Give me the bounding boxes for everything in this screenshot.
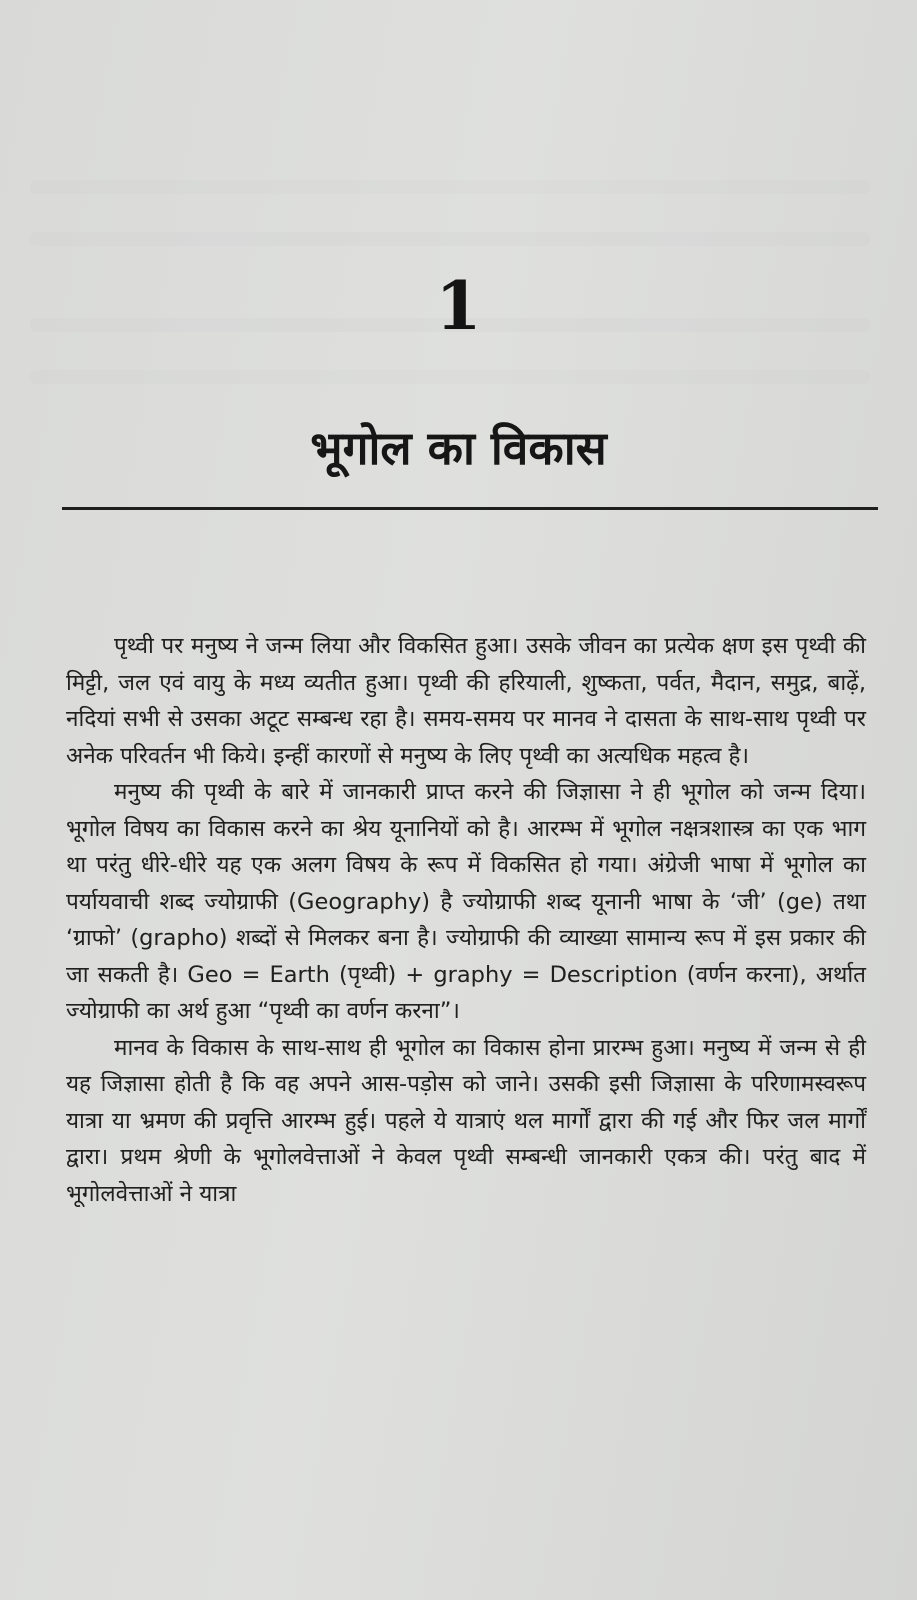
- chapter-title: भूगोल का विकास: [310, 421, 607, 475]
- show-through-text: [30, 232, 870, 246]
- show-through-text: [30, 180, 870, 194]
- chapter-number: 1: [435, 267, 482, 345]
- show-through-text: [30, 370, 870, 384]
- chapter-body: [66, 628, 866, 1212]
- body-paragraph: मानव के विकास के साथ-साथ ही भूगोल का विकास होना प्रारम्भ हुआ। मनुष्य में जन्म से ही यह जिज्ञासा होती है कि वह अपने आस-पड़ोस को जाने। उसकी इसी जिज्ञासा के परिणामस्वरूप यात्रा या भ्रमण की प्रवृत्ति आरम्भ हुई। पहले ये यात्राएं थल मार्गों द्वारा की गई और फिर जल मार्गों द्वारा। प्रथम श्रेणी के भूगोलवेत्ताओं ने केवल पृथ्वी सम्बन्धी जानकारी एकत्र की। परंतु बाद में भूगोलवेत्ताओं ने यात्रा: [66, 1034, 866, 1207]
- body-paragraph: पृथ्वी पर मनुष्य ने जन्म लिया और विकसित हुआ। उसके जीवन का प्रत्येक क्षण इस पृथ्वी की मिट्टी, जल एवं वायु के मध्य व्यतीत हुआ। पृथ्वी की हरियाली, शुष्कता, पर्वत, मैदान, समुद्र, बाढ़ें, नदियां सभी से उसका अटूट सम्बन्ध रहा है। समय-समय पर मानव ने दासता के साथ-साथ पृथ्वी पर अनेक परिवर्तन भी किये। इन्हीं कारणों से मनुष्य के लिए पृथ्वी का अत्यधिक महत्व है।: [66, 633, 866, 769]
- title-divider: [62, 507, 878, 510]
- body-paragraph: मनुष्य की पृथ्वी के बारे में जानकारी प्राप्त करने की जिज्ञासा ने ही भूगोल को जन्म दिया। भूगोल विषय का विकास करने का श्रेय यूनानियों को है। आरम्भ में भूगोल नक्षत्रशास्त्र का एक भाग था परंतु धीरे-धीरे यह एक अलग विषय के रूप में विकसित हो गया। अंग्रेजी भाषा में भूगोल का पर्यायवाची शब्द ज्योग्राफी (Geography) है ज्योग्राफी शब्द यूनानी भाषा के ‘जी’ (ge) तथा ‘ग्राफो’ (grapho) शब्दों से मिलकर बना है। ज्योग्राफी की व्याख्या सामान्य रूप में इस प्रकार की जा सकती है। Geo = Earth (पृथ्वी) + graphy = Description (वर्णन करना), अर्थात ज्योग्राफी का अर्थ हुआ “पृथ्वी का वर्णन करना”।: [66, 779, 866, 1024]
